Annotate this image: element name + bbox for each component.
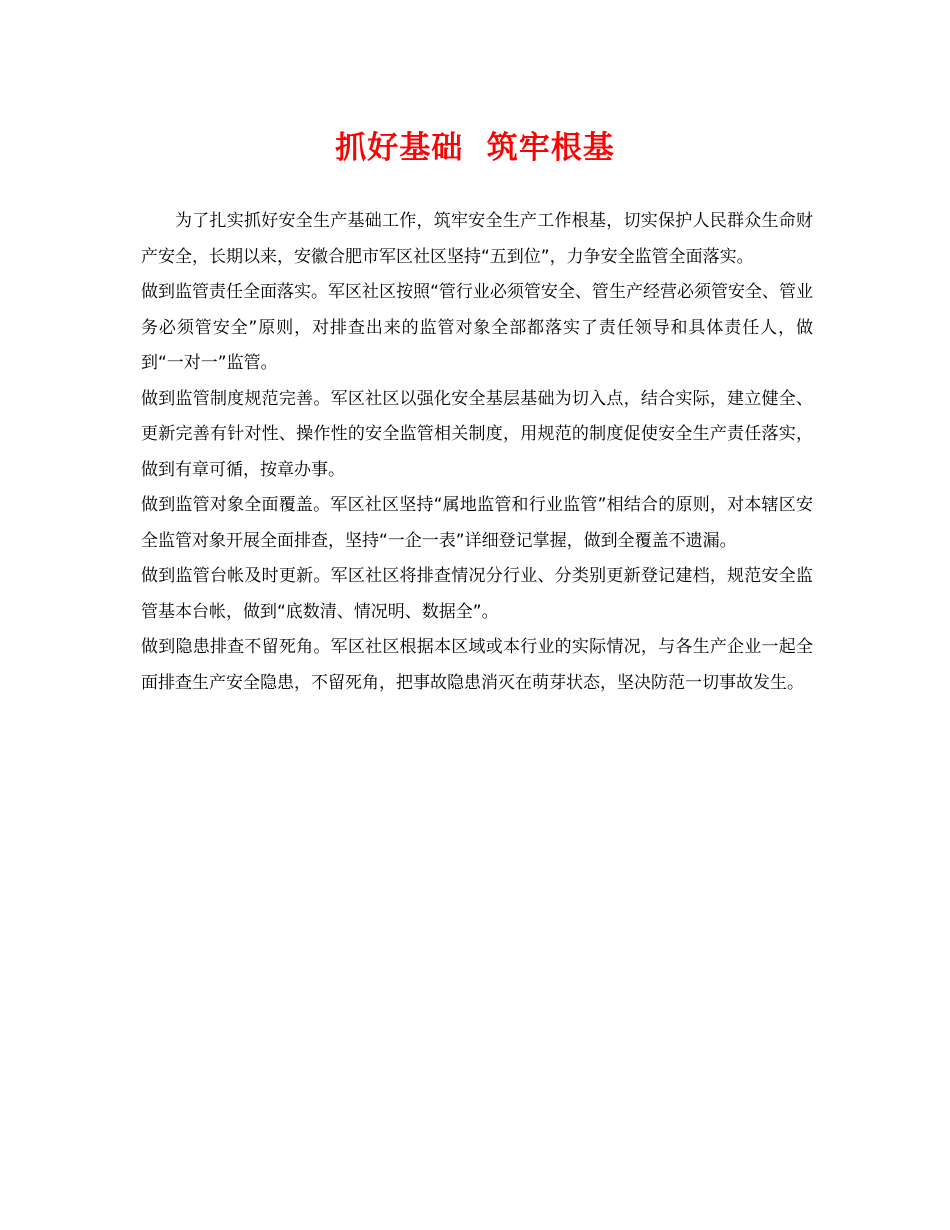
document-title: 抓好基础 筑牢根基 (335, 130, 615, 166)
paragraph-coverage: 做到监管对象全面覆盖。军区社区坚持“属地监管和行业监管”相结合的原则，对本辖区安全监管对象开展全面排查，坚持“一企一表”详细登记掌握，做到全覆盖不遗漏。 (141, 495, 813, 551)
paragraph-system: 做到监管制度规范完善。军区社区以强化安全基层基础为切入点，结合实际，建立健全、更新完善有针对性、操作性的安全监管相关制度，用规范的制度促使安全生产责任落实，做到有章可循，按章办事。 (141, 388, 813, 480)
paragraph-responsibility: 做到监管责任全面落实。军区社区按照“管行业必须管安全、管生产经营必须管安全、管业务必须管安全”原则，对排查出来的监管对象全部都落实了责任领导和具体责任人，做到“一对一”监管。 (141, 282, 813, 373)
document-body (141, 204, 813, 701)
paragraph-ledger: 做到监管台帐及时更新。军区社区将排查情况分行业、分类别更新登记建档，规范安全监管基本台帐，做到“底数清、情况明、数据全”。 (141, 566, 813, 622)
paragraph-hazard-check: 做到隐患排查不留死角。军区社区根据本区域或本行业的实际情况，与各生产企业一起全面排查生产安全隐患，不留死角，把事故隐患消灭在萌芽状态，坚决防范一切事故发生。 (141, 637, 813, 693)
intro-paragraph: 为了扎实抓好安全生产基础工作，筑牢安全生产工作根基，切实保护人民群众生命财产安全，长期以来，安徽合肥市军区社区坚持“五到位”，力争安全监管全面落实。 (141, 211, 813, 267)
